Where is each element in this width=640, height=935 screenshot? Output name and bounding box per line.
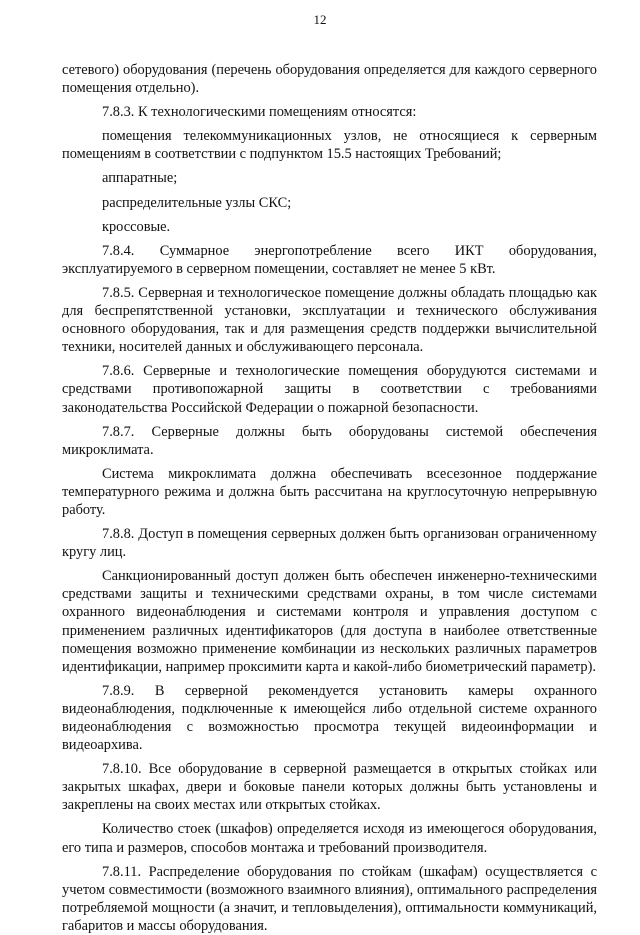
paragraph-7-8-7: 7.8.7. Серверные должны быть оборудованы системой обеспечения микроклимата. bbox=[62, 423, 597, 458]
paragraph-microclimate: Система микроклимата должна обеспечивать всесезонное поддержание температурного режима и должна быть рассчитана на круглосуточную непрерывную работу. bbox=[62, 465, 597, 518]
document-body bbox=[62, 61, 597, 935]
paragraph-7-8-10: 7.8.10. Все оборудование в серверной размещается в открытых стойках или закрытых шкафах, двери и боковые панели которых должны быть установлены и закреплены на своих местах или открытых стойках. bbox=[62, 761, 597, 814]
paragraph-rack-count: Количество стоек (шкафов) определяется исходя из имеющегося оборудования, его типа и размеров, способов монтажа и требований производителя. bbox=[62, 821, 597, 856]
paragraph-7-8-8: 7.8.8. Доступ в помещения серверных должен быть организован ограниченному кругу лиц. bbox=[62, 526, 597, 561]
paragraph-7-8-9: 7.8.9. В серверной рекомендуется установить камеры охранного видеонаблюдения, подключенные к имеющейся либо отдельной системе охранного видеонаблюдения с возможностью просмотра текущей видеоинформации и видеоархива. bbox=[62, 682, 597, 754]
list-item-telecom-rooms: помещения телекоммуникационных узлов, не относящиеся к серверным помещениям в соответствии с подпунктом 15.5 настоящих Требований; bbox=[62, 128, 597, 163]
paragraph-7-8-3: 7.8.3. К технологическими помещениям относятся: bbox=[102, 104, 417, 121]
page-number: 12 bbox=[313, 12, 327, 27]
paragraph-7-8-5: 7.8.5. Серверная и технологическое помещение должны обладать площадью как для беспрепятственной установки, эксплуатации и технического обслуживания основного оборудования, так и для размещения средств поддержки вычислительной техники, носителей данных и обслуживающего персонала. bbox=[62, 284, 597, 356]
list-item-distribution-nodes: распределительные узлы СКС; bbox=[102, 194, 292, 211]
paragraph-7-8-6: 7.8.6. Серверные и технологические помещения оборудуются системами и средствами противопожарной защиты в соответствии с требованиями законодательства Российской Федерации о пожарной безопасности. bbox=[62, 363, 597, 416]
paragraph-authorized-access: Санкционированный доступ должен быть обеспечен инженерно-техническими средствами защиты и техническими средствами охраны, в том числе системами охранного видеонаблюдения и системами контроля и управления доступом с применением различных идентификаторов (для доступа в наиболее ответственные помещения возможно применение комбинации из нескольких различных параметров идентификации, например проксимити карта и какой-либо биометрический параметр). bbox=[62, 568, 597, 675]
paragraph-continuation: сетевого) оборудования (перечень оборудования определяется для каждого серверного помещения отдельно). bbox=[62, 62, 597, 97]
paragraph-7-8-11: 7.8.11. Распределение оборудования по стойкам (шкафам) осуществляется с учетом совместимости (возможного взаимного влияния), оптимального распределения потребляемой мощности (а значит, и тепловыделения), оптимальности коммуникаций, габаритов и массы оборудования. bbox=[62, 863, 597, 934]
list-item-cross-rooms: кроссовые. bbox=[102, 218, 171, 235]
list-item-hardware-rooms: аппаратные; bbox=[102, 170, 178, 187]
paragraph-7-8-4: 7.8.4. Суммарное энергопотребление всего ИКТ оборудования, эксплуатируемого в серверном помещении, составляет не менее 5 кВт. bbox=[62, 242, 597, 277]
